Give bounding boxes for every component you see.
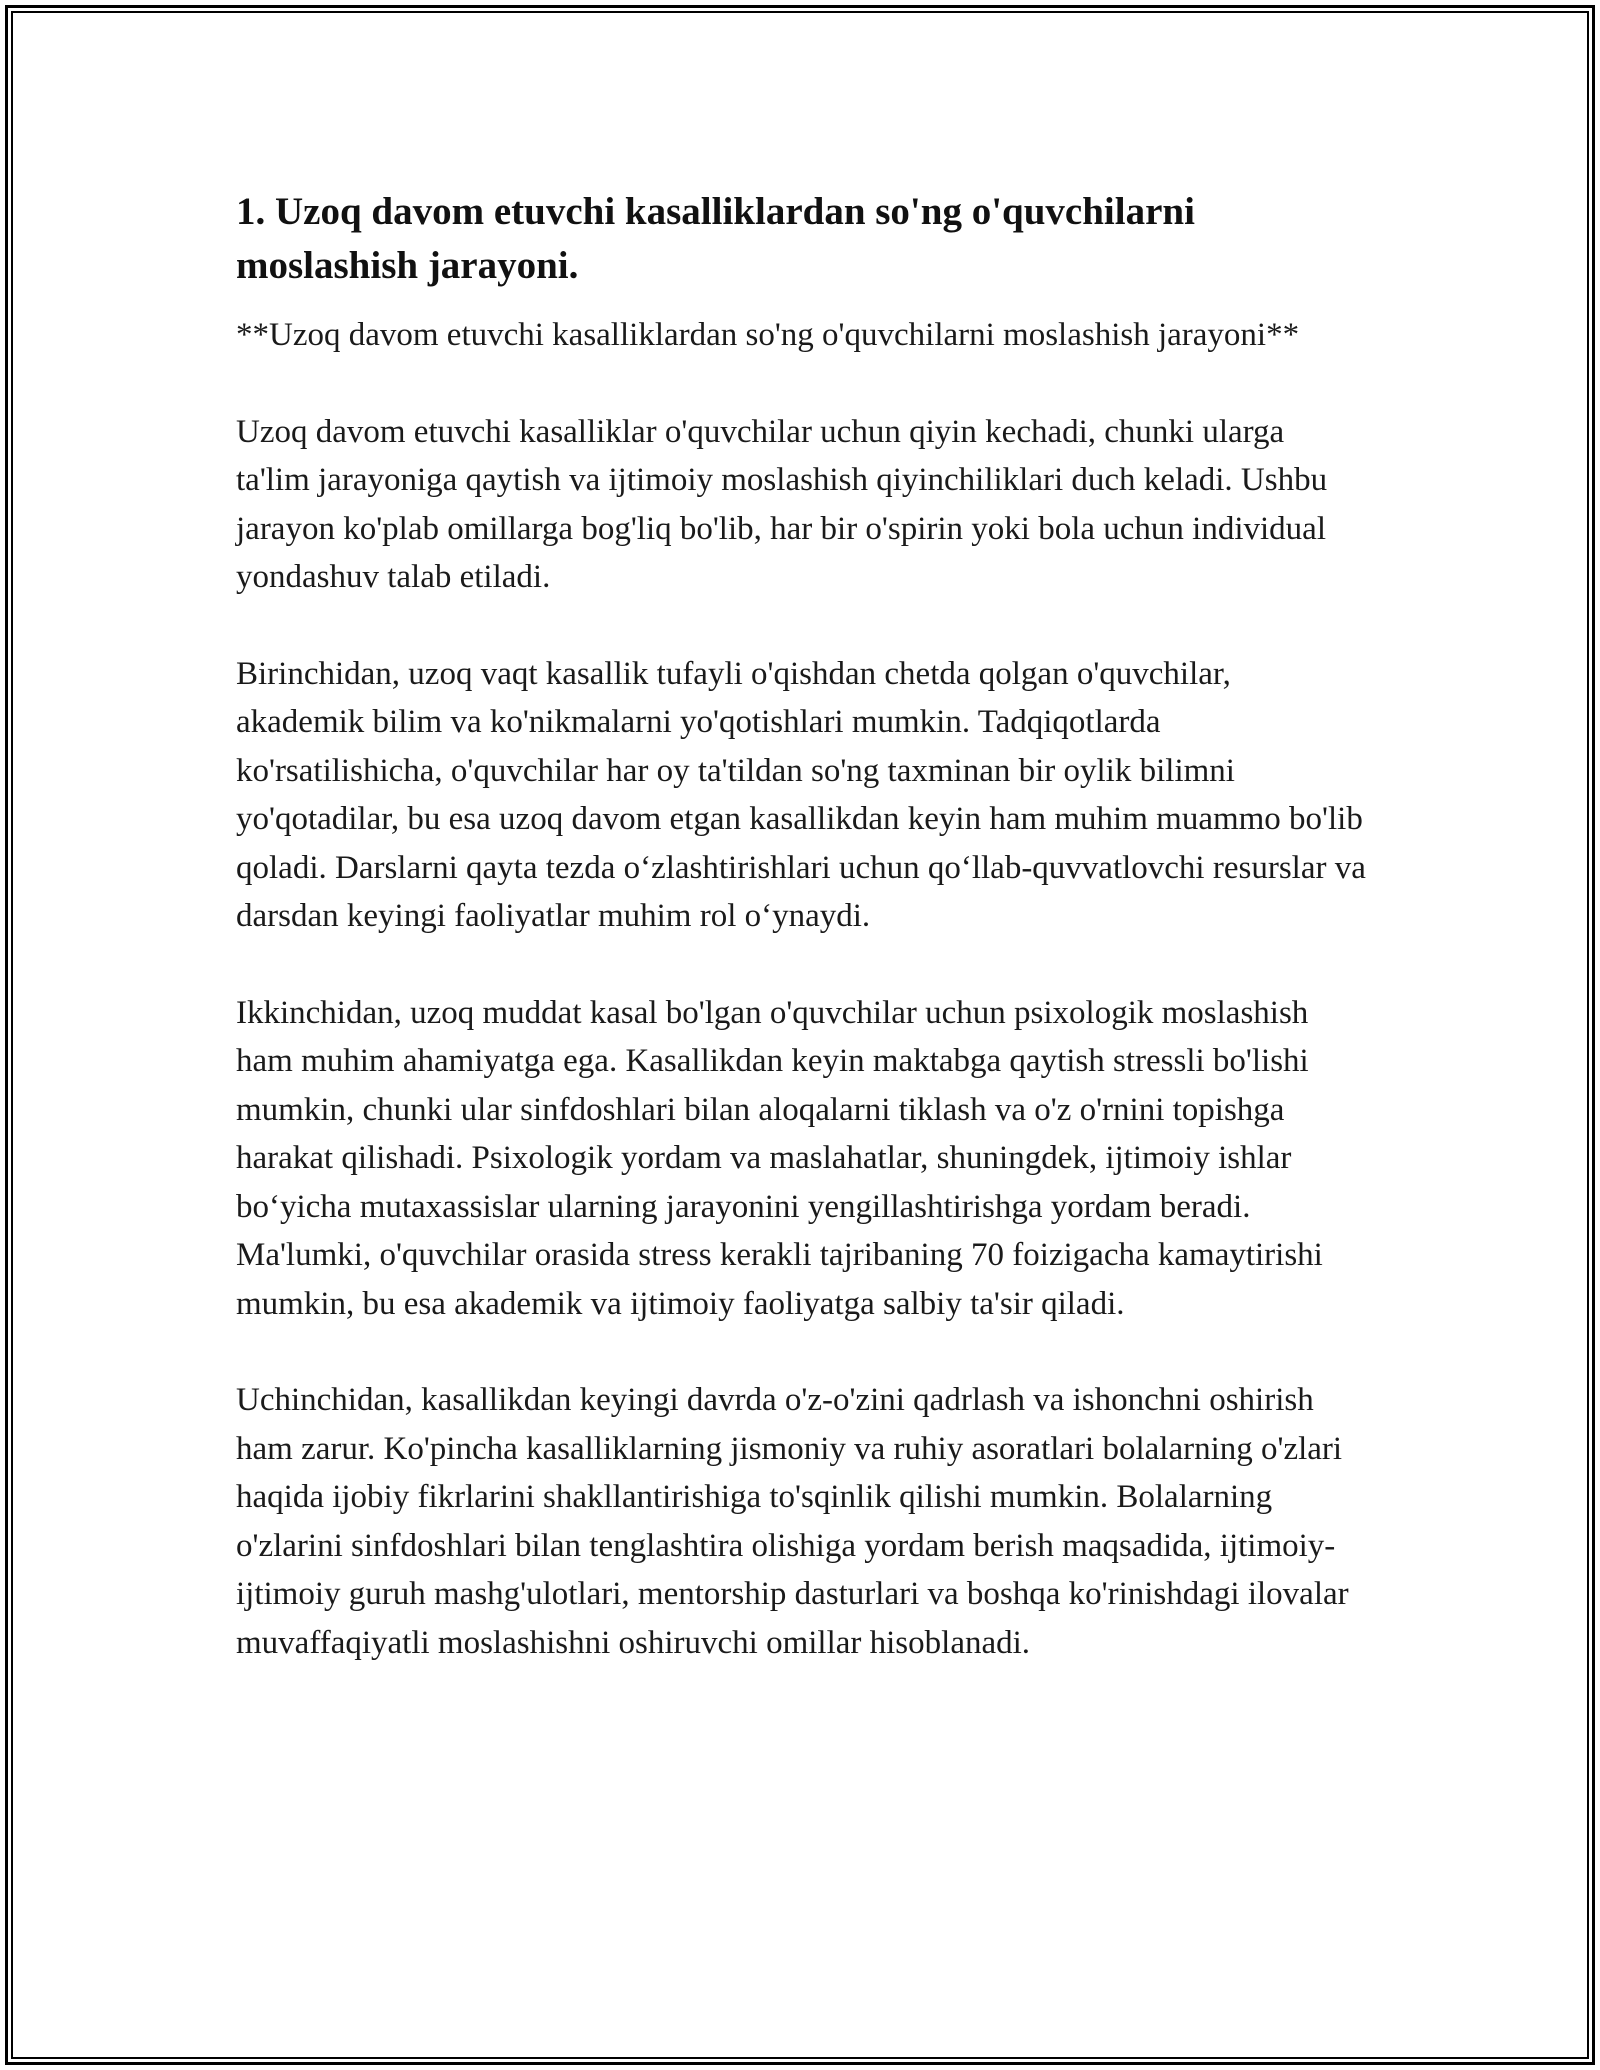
document-body xyxy=(236,185,1366,1715)
intro-paragraph: Uzoq davom etuvchi kasalliklar o'quvchilar uchun qiyin kechadi, chunki ularga ta'lim jarayoniga qaytish va ijtimoiy moslashish qiyinchiliklari duch keladi. Ushbu jarayon ko'plab omillarga bog'liq bo'lib, har bir o'spirin yoki bola uchun individual yondashuv talab etiladi. xyxy=(236,413,1328,595)
second-point-paragraph: Ikkinchidan, uzoq muddat kasal bo'lgan o'quvchilar uchun psixologik moslashish ham muhim ahamiyatga ega. Kasallikdan keyin maktabga qaytish stressli bo'lishi mumkin, chunki ular sinfdoshlari bilan aloqalarni tiklash va o'z o'rnini topishga harakat qilishadi. Psixologik yordam va maslahatlar, shuningdek, ijtimoiy ishlar bo‘yicha mutaxassislar ularning jarayonini yengillashtirishga yordam beradi. Ma'lumki, o'quvchilar orasida stress kerakli tajribaning 70 foizigacha kamaytirishi mumkin, bu esa akademik va ijtimoiy faoliyatga salbiy ta'sir qiladi. xyxy=(236,994,1323,1322)
first-point-paragraph: Birinchidan, uzoq vaqt kasallik tufayli o'qishdan chetda qolgan o'quvchilar, akademik bilim va ko'nikmalarni yo'qotishlari mumkin. Tadqiqotlarda ko'rsatilishicha, o'quvchilar har oy ta'tildan so'ng taxminan bir oylik bilimni yo'qotadilar, bu esa uzoq davom etgan kasallikdan keyin ham muhim muammo bo'lib qoladi. Darslarni qayta tezda o‘zlashtirishlari uchun qo‘llab-quvvatlovchi resurslar va darsdan keyingi faoliyatlar muhim rol o‘ynaydi. xyxy=(236,655,1366,934)
third-point-paragraph: Uchinchidan, kasallikdan keyingi davrda o'z-o'zini qadrlash va ishonchni oshirish ham zarur. Ko'pincha kasalliklarning jismoniy va ruhiy asoratlari bolalarning o'zlari haqida ijobiy fikrlarini shakllantirishiga to'sqinlik qilishi mumkin. Bolalarning o'zlarini sinfdoshlari bilan tenglashtira olishiga yordam berish maqsadida, ijtimoiy-ijtimoiy guruh mashg'ulotlari, mentorship dasturlari va boshqa ko'rinishdagi ilovalar muvaffaqiyatli moslashishni oshiruvchi omillar hisoblanadi. xyxy=(236,1382,1349,1661)
document-title: 1. Uzoq davom etuvchi kasalliklardan so'ng o'quvchilarni moslashish jarayoni. xyxy=(236,190,1195,287)
subtitle-paragraph: **Uzoq davom etuvchi kasalliklardan so'ng o'quvchilarni moslashish jarayoni** xyxy=(236,317,1300,353)
